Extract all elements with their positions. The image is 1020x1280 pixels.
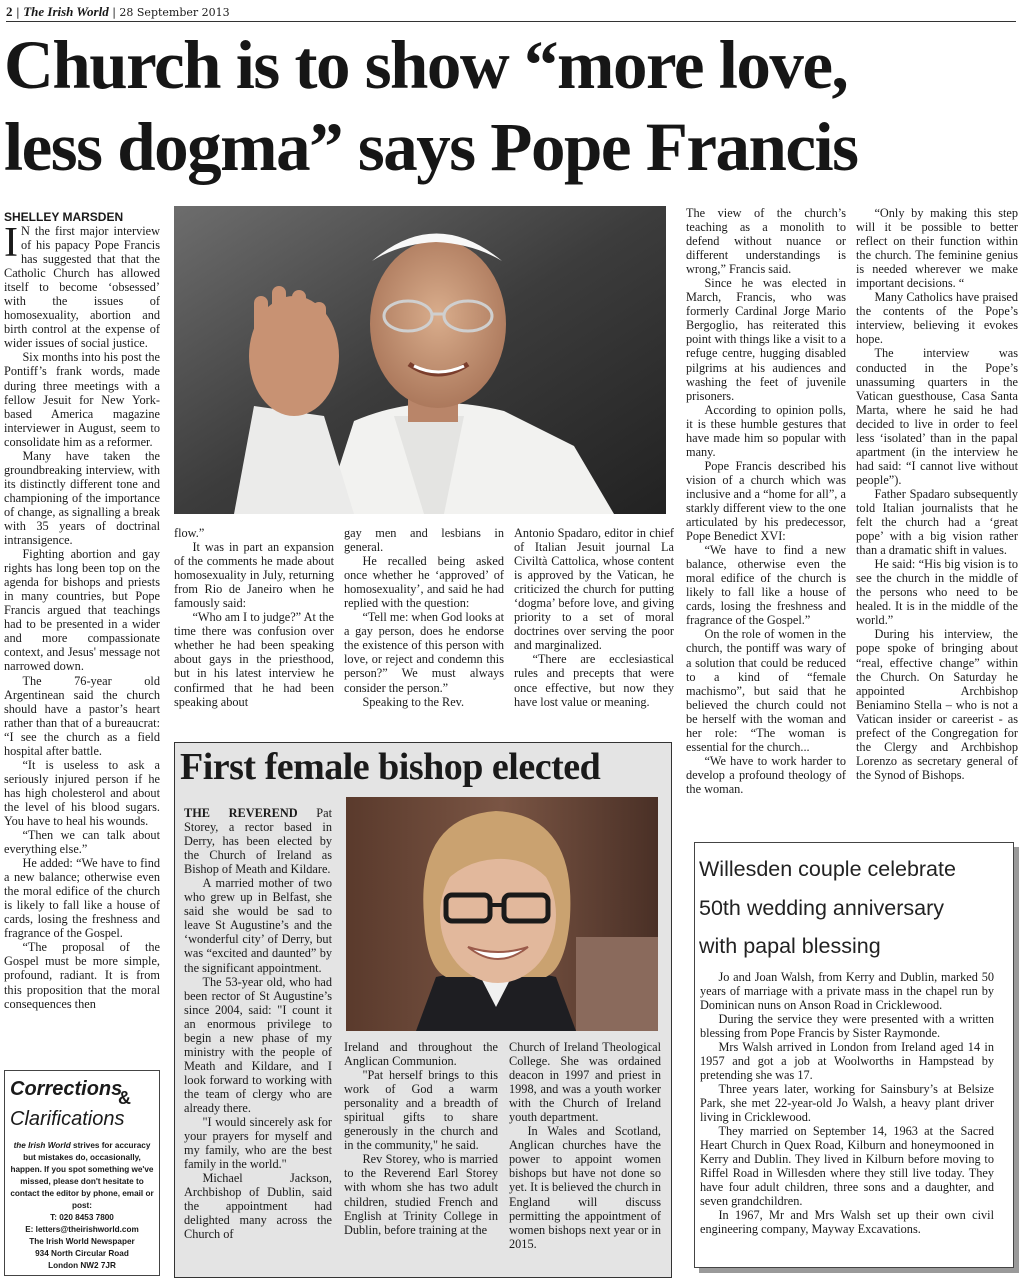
article-paragraph: Many Catholics have praised the contents of the Pope’s interview, believing it evokes hope. xyxy=(856,290,1018,347)
paper-name: The Irish World xyxy=(23,4,109,19)
corrections-address-2: 934 North Circular Road xyxy=(35,1249,129,1258)
corrections-address-1: The Irish World Newspaper xyxy=(29,1237,135,1246)
article-paragraph: “It is useless to ask a seriously injured person if he has high cholesterol and about the level of his blood sugars. You have to heal his wounds. xyxy=(4,757,160,828)
corrections-email[interactable]: E: letters@theirishworld.com xyxy=(25,1225,139,1234)
article-column-1 xyxy=(4,210,160,1050)
article-paragraph: They married on September 14, 1963 at the Sacred Heart Church in Quex Road, Kilburn and honeymooned in Kerry and Dublin. They lived in Kilburn before moving to Riffel Road in Willesden where they still live today. They have four adult children, three sons and a daughter, and seven grandchildren. xyxy=(700,1124,994,1208)
pat-storey-photo xyxy=(346,797,658,1031)
article-paragraph: He added: “We have to find a new balance; otherwise even the moral edifice of the church is likely to fall like a house of cards, losing the freshness and fragrance of the Gospel. xyxy=(4,856,160,941)
issue-date: 28 September 2013 xyxy=(119,6,230,19)
folio: 2 | The Irish World | 28 September 2013 xyxy=(6,4,1016,22)
article-paragraph: The interview was conducted in the Pope’s unassuming quarters in the Vatican guesthouse, Casa Santa Marta, where he said he had decided to live in order to feel less ‘isolated’ than in the papal apartment (in the interview he had said: “I cannot live without people”). xyxy=(856,346,1018,487)
article-paragraph: Six months into his post the Pontiff’s frank words, made during three meetings with a fellow Jesuit for New York-based America magazine interviewer in August, seem to consolidate him as a reformer. xyxy=(4,350,160,449)
corrections-ampersand: & xyxy=(118,1088,131,1108)
article-paragraph: Rev Storey, who is married to the Reverend Earl Storey with whom she has two adult children, studied French and English at Trinity College in Dublin, before training at the xyxy=(344,1152,498,1237)
article-paragraph: "I would sincerely ask for your prayers for myself and my family, who are the best family in the world." xyxy=(184,1115,332,1172)
article-paragraph: Three years later, working for Sainsbury’s at Belsize Park, she met 22-year-old Jo Walsh, a heavy plant driver living in Cricklewood. xyxy=(700,1082,994,1124)
article-paragraph: A married mother of two who grew up in Belfast, she said she would be sad to leave St Augustine’s and the ‘wonderful city’ of Derry, but was “excited and daunted” by the significant appointment. xyxy=(184,876,332,975)
article-paragraph: Father Spadaro subsequently told Italian journalists that he felt the church had a ‘great pope’ with a big vision rather than a dramatic shift in values. xyxy=(856,486,1018,558)
main-headline xyxy=(4,24,1018,188)
article-paragraph: “Who am I to judge?” At the time there was confusion over whether he had been speaking about gays in the priesthood, but in his latest interview he confirmed that he had been speaking about xyxy=(174,610,334,709)
article-paragraph: The 53-year old, who had been rector of St Augustine’s since 2004, said: "I count it an enormous privilege to begin a new phase of my ministry with the people of Meath and Kildare, and I look forward to working with the team of clergy who are already there. xyxy=(184,974,332,1115)
article-paragraph: Many have taken the groundbreaking interview, with its distinctly different tone and championing of the importance of change, as signalling a break with 35 years of doctrinal intransigence. xyxy=(4,448,160,548)
article-paragraph: “There are ecclesiastical rules and precepts that were once effective, but now they have lost value or meaning. xyxy=(514,652,674,709)
article-column-2 xyxy=(174,526,334,726)
willesden-body xyxy=(700,970,994,1260)
bishop-column-2 xyxy=(344,1040,498,1274)
headline-line-2: less dogma” says Pope Francis xyxy=(4,109,858,185)
article-paragraph: gay men and lesbians in general. xyxy=(344,526,504,555)
article-paragraph: “We have to find a new balance, otherwise even the moral edifice of the church is likely to fall like a house of cards, losing the freshness and fragrance of the Gospel.” xyxy=(686,543,846,628)
article-paragraph: "Pat herself brings to this work of God a warm personality and a breadth of spiritual gifts to share generously in the church and in the community," he said. xyxy=(344,1068,498,1153)
article-paragraph: He said: “His big vision is to see the church in the middle of the persons who need to be healed. It is in the middle of the world.” xyxy=(856,557,1018,628)
bishop-column-3 xyxy=(509,1040,661,1274)
article-paragraph: Since he was elected in March, Francis, who was formerly Cardinal Jorge Mario Bergoglio, has reiterated this point with things like a visit to a refuge centre, hugging disabled pilgrims at his audiences and washing the feet of juvenile prisoners. xyxy=(686,276,846,403)
article-paragraph: I N the first major interview of his papacy Pope Francis has suggested that that the Catholic Church has allowed itself to become ‘obsessed’ with the issues of homosexuality, abortion and birth control at the expense of wider issues of social justice. xyxy=(4,220,160,351)
article-paragraph: Pope Francis described his vision of a church which was inclusive and a “home for all”, a starkly different view to the one articulated by his predecessor, Pope Benedict XVI: xyxy=(686,458,846,544)
article-paragraph: “Only by making this step will it be possible to better reflect on their function within the church. The feminine genius is needed wherever we make important decisions. “ xyxy=(856,206,1018,291)
article-paragraph: Jo and Joan Walsh, from Kerry and Dublin, marked 50 years of marriage with a private mass in the chapel run by Dominican nuns on Anson Road in Cricklewood. xyxy=(700,970,994,1012)
pope-francis-photo xyxy=(174,206,666,514)
pope-photo-illustration xyxy=(174,206,666,514)
article-paragraph: THE REVEREND Pat Storey, a rector based in Derry, has been elected by the Church of Ireland as Bishop of Meath and Kildare. xyxy=(184,806,332,877)
lead-in-caps: THE REVEREND xyxy=(184,806,298,820)
article-paragraph: On the role of women in the church, the pontiff was wary of a solution that could be reduced to a kind of “female machismo”, but said that he believed the church could not be herself with the woman and her role: “The woman is essential for the church... xyxy=(686,627,846,754)
article-paragraph: The 76-year old Argentinean said the church should have a pastor’s heart rather than that of a bureaucrat: “I see the church as a field hospital after battle. xyxy=(4,673,160,758)
corrections-title: Corrections xyxy=(10,1078,123,1100)
byline: SHELLEY MARSDEN xyxy=(4,210,124,224)
article-paragraph: In 1967, Mr and Mrs Walsh set up their own civil engineering company, Mayway Excavations. xyxy=(700,1208,994,1236)
bishop-column-1 xyxy=(184,806,332,1276)
article-paragraph: The view of the church’s teaching as a monolith to defend without nuance or different understandings is wrong,” Francis said. xyxy=(686,206,846,277)
article-paragraph: Church of Ireland Theological College. She was ordained deacon in 1997 and priest in 1998, and was a youth worker with the Church of Ireland youth department. xyxy=(509,1040,661,1125)
article-paragraph: Mrs Walsh arrived in London from Ireland aged 14 in 1957 and got a job at Woolworths in Hampstead by pretending she was 17. xyxy=(700,1040,994,1082)
article-paragraph: flow.” xyxy=(174,526,205,540)
willesden-headline: Willesden couple celebrate 50th wedding anniversary with papal blessing xyxy=(699,857,956,958)
article-column-5 xyxy=(686,206,846,826)
article-paragraph: During his interview, the pope spoke of bringing about “real, effective change” within the Church. On Saturday he appointed Archbishop Beniamino Stella – who is not a Vatican insider or careerist - as prefect of the Congregation for the Clergy and Archbishop Lorenzo as secretary general of the Synod of Bishops. xyxy=(856,627,1018,782)
corrections-text: the Irish World strives for accuracy but mistakes do, occasionally, happen. If you spot something we've missed, please don't hesitate to contact the editor by phone, email or post: xyxy=(10,1141,154,1210)
article-paragraph: Michael Jackson, Archbishop of Dublin, said the appointment had delighted many across the Church of xyxy=(184,1171,332,1242)
drop-cap: I xyxy=(4,220,18,266)
article-paragraph: He recalled being asked once whether he ‘approved’ of homosexuality’, and said he had replied with the question: xyxy=(344,554,504,611)
article-paragraph: During the service they were presented with a written blessing from Pope Francis by Sister Raymonde. xyxy=(700,1012,994,1040)
article-paragraph: According to opinion polls, it is these humble gestures that have made him so popular with many. xyxy=(686,402,846,459)
article-paragraph: Fighting abortion and gay rights has long been top on the agenda for bishops and priests in many countries, but Pope Francis argued that teachings had to be presented in a wider and more compassionate context, and Jesus' message not narrowed down. xyxy=(4,547,160,674)
page-number: 2 xyxy=(6,4,13,19)
article-paragraph: “Then we can talk about everything else.” xyxy=(4,828,160,857)
corrections-body xyxy=(8,1140,156,1272)
article-paragraph: It was in part an expansion of the comments he made about homosexuality in July, returning from Rio de Janeiro when he famously said: xyxy=(174,540,334,611)
bishop-photo-illustration xyxy=(346,797,658,1031)
clarifications-title: Clarifications xyxy=(10,1108,125,1130)
article-paragraph: Antonio Spadaro, editor in chief of Italian Jesuit journal La Civiltà Cattolica, whose content is approved by the Vatican, he criticized the church for putting ‘dogma’ before love, and giving priority to a set of moral doctrines over serving the poor and marginalized. xyxy=(514,526,674,653)
article-paragraph: “Tell me: when God looks at a gay person, does he endorse the existence of this person with love, or reject and condemn this person?” We must always consider the person.” xyxy=(344,610,504,695)
article-paragraph: Speaking to the Rev. xyxy=(362,694,465,709)
headline-line-1: Church is to show “more love, xyxy=(4,27,848,103)
article-column-3 xyxy=(344,526,504,726)
corrections-phone[interactable]: T: 020 8453 7800 xyxy=(50,1213,114,1222)
article-paragraph: “We have to work harder to develop a profound theology of the woman. xyxy=(686,753,846,796)
article-column-4 xyxy=(514,526,674,726)
article-paragraph: Ireland and throughout the Anglican Communion. xyxy=(344,1040,498,1069)
corrections-address-3: London NW2 7JR xyxy=(48,1261,116,1270)
article-column-6 xyxy=(856,206,1018,816)
bishop-headline: First female bishop elected xyxy=(180,746,601,788)
article-paragraph: “The proposal of the Gospel must be more simple, profound, radiant. It is from this proposition that the moral consequences then xyxy=(4,940,160,1011)
article-paragraph: In Wales and Scotland, Anglican churches have the power to appoint women bishops but have not done so yet. It is believed the church in England will discuss permitting the appointment of women bishops next year or in 2015. xyxy=(509,1124,661,1251)
